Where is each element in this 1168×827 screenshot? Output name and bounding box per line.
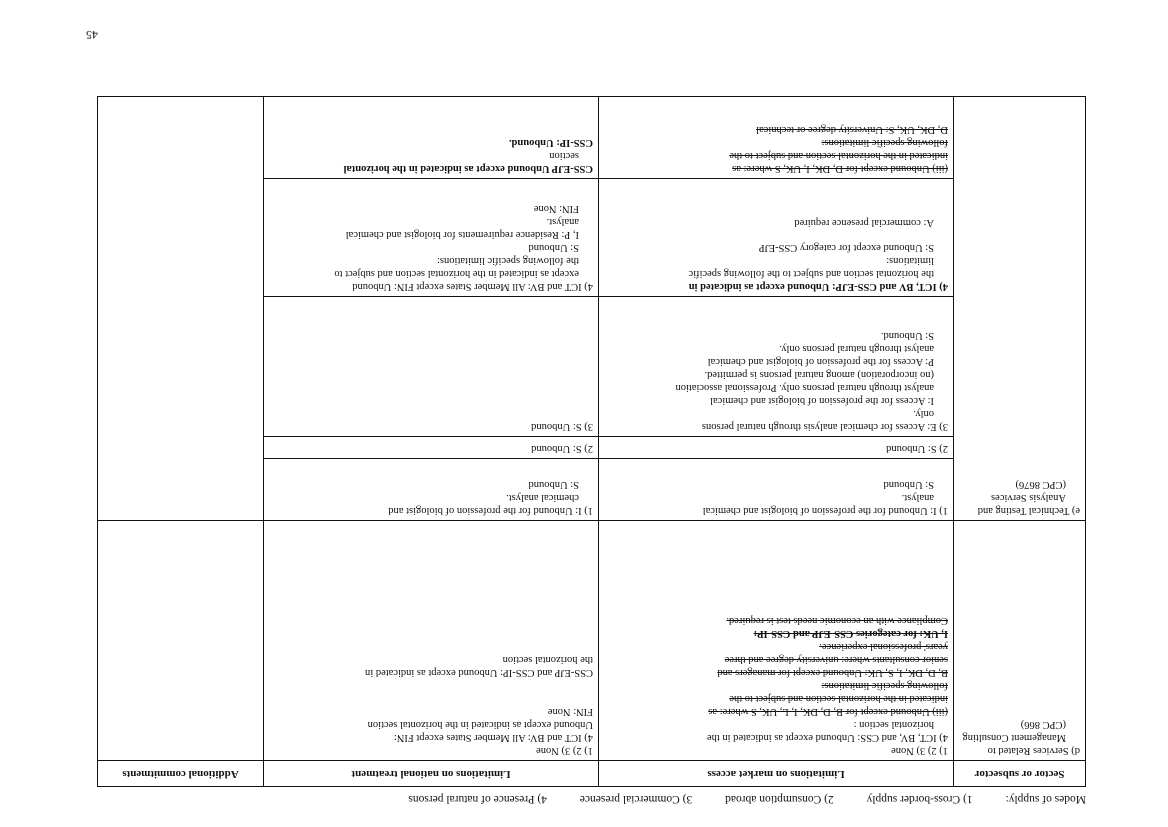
mode-3: 3) Commercial presence: [579, 793, 693, 805]
national-treatment-cell: [264, 97, 599, 179]
struck-line: I, UK: for categories CSS-EJP and CSS-IP:: [753, 628, 948, 639]
cell-line: Unbound except as indicated in the horizontal section: [367, 719, 593, 730]
cell-line: analyst through natural persons only. Professional association: [675, 382, 934, 393]
struck-line: following specific limitations:: [821, 680, 948, 691]
cell-line: 1) I: Unbound for the profession of biologist and chemical: [702, 505, 948, 516]
cell-line: S: Unbound.: [880, 330, 934, 341]
mode-1: 1) Cross-border supply: [866, 793, 973, 805]
cell-line: CSS-IP: Unbound.: [508, 137, 593, 148]
cell-line: CSS-EJP Unbound except as indicated in the horizontal: [343, 163, 593, 174]
cell-line: S: Unbound: [528, 242, 579, 253]
cell-line: Analysis Services: [991, 492, 1066, 503]
cell-line: 4) ICT and BV: All Member States except FIN:: [393, 732, 593, 743]
market-access-cell: [599, 459, 954, 521]
cell-line: 1) 2) 3) None: [536, 745, 593, 756]
modes-label: Modes of supply:: [1005, 793, 1086, 805]
header-additional-commitments: Additional commitments: [98, 761, 264, 787]
struck-line: Compliance with an economic needs test is required.: [726, 615, 948, 626]
header-market-access: Limitations on market access: [599, 761, 954, 787]
table-row: [98, 521, 1086, 761]
schedule-table: [97, 96, 1086, 787]
struck-line: (iii) Unbound except for D, DK, I, UK, S where: as: [732, 163, 948, 174]
cell-line: the horizontal section: [502, 654, 593, 665]
struck-line: years' professional experience.: [819, 641, 948, 652]
market-access-cell: [599, 97, 954, 179]
cell-line: chemical analyst.: [506, 492, 579, 503]
cell-line: analyst.: [546, 216, 579, 227]
cell-line: analyst through natural persons only.: [779, 343, 934, 354]
modes-of-supply: [378, 793, 1086, 805]
struck-line: indicated in the horizontal section and subject to the: [729, 693, 948, 704]
cell-line: I: Access for the profession of biologist and chemical: [710, 395, 934, 406]
mode-2: 2) Consumption abroad: [725, 793, 834, 805]
market-access-cell: [599, 521, 954, 761]
cell-line: 2) S: Unbound: [886, 443, 948, 454]
cell-line: P: Access for the profession of biologist and chemical: [707, 356, 934, 367]
cell-line: d) Services Related to: [987, 745, 1080, 756]
cell-line: 3) E: Access for chemical analysis through natural persons: [701, 421, 948, 432]
cell-line: 3) S: Unbound: [531, 421, 593, 432]
cell-line: 2) S: Unbound: [531, 443, 593, 454]
struck-line: following specific limitations:: [821, 137, 948, 148]
national-treatment-cell: [264, 437, 599, 459]
national-treatment-cell: [264, 459, 599, 521]
header-sector: Sector or subsector: [954, 761, 1086, 787]
cell-line: horizontal section :: [853, 719, 934, 730]
national-treatment-cell: [264, 521, 599, 761]
sector-cell: [954, 97, 1086, 521]
national-treatment-cell: [264, 179, 599, 297]
cell-line: (CPC 8676): [1015, 479, 1066, 490]
header-row: [98, 761, 1086, 787]
struck-line: B, D, DK, I, S, UK: Unbound except for managers and: [717, 667, 948, 678]
cell-line: (CPC 866): [1020, 719, 1066, 730]
additional-cell: [98, 521, 264, 761]
cell-line: 1) 2) 3) None: [891, 745, 948, 756]
mode-4: 4) Presence of natural persons: [408, 793, 547, 805]
cell-line: FIN: None: [533, 203, 579, 214]
cell-line: analyst.: [901, 492, 934, 503]
table-row: [98, 459, 1086, 521]
cell-line: S: Unbound: [528, 479, 579, 490]
cell-line: e) Technical Testing and: [977, 505, 1080, 516]
additional-cell: [98, 97, 264, 521]
cell-line: the following specific limitations:: [436, 255, 579, 266]
national-treatment-cell: [264, 297, 599, 437]
cell-line: (no incorporation) among natural persons is permitted.: [704, 369, 934, 380]
struck-line: senior consultants where: university degree and three: [724, 654, 948, 665]
struck-line: indicated in the horizontal section and subject to the: [729, 150, 948, 161]
cell-line: only.: [913, 408, 934, 419]
page-number: 45: [86, 28, 98, 42]
cell-line: section: [549, 150, 579, 161]
cell-line: A: commercial presence required: [794, 217, 934, 228]
cell-line: S: Unbound except for category CSS-EJP: [758, 242, 934, 253]
cell-line: except as indicated in the horizontal section and subject to: [334, 268, 579, 279]
cell-line: I, P: Residence requirements for biologist and chemical: [345, 229, 579, 240]
sector-cell: [954, 521, 1086, 761]
cell-line: Management Consulting: [962, 732, 1066, 743]
cell-line: 1) I: Unbound for the profession of biologist and: [388, 505, 593, 516]
struck-line: (iii) Unbound except for B, D, DK, I, L, UK, S where: as: [708, 706, 948, 717]
struck-line: D, DK, UK, S: University degree or technical: [756, 124, 948, 135]
market-access-cell: [599, 297, 954, 437]
header-national-treatment: Limitations on national treatment: [264, 761, 599, 787]
market-access-cell: [599, 437, 954, 459]
cell-line: 4) ICT, BV, and CSS: Unbound except as indicated in the: [706, 732, 948, 743]
cell-line: 4) ICT and BV: All Member States except FIN: Unbound: [352, 281, 593, 292]
cell-line: 4) ICT, BV and CSS-EJP: Unbound except as indicated in: [688, 281, 948, 292]
cell-line: limitations:: [886, 255, 934, 266]
cell-line: the horizontal section and subject to the following specific: [688, 268, 934, 279]
cell-line: FIN: None: [547, 706, 593, 717]
cell-line: CSS-EJP and CSS-IP: Unbound except as indicated in: [365, 667, 593, 678]
market-access-cell: [599, 179, 954, 297]
cell-line: S: Unbound: [883, 479, 934, 490]
